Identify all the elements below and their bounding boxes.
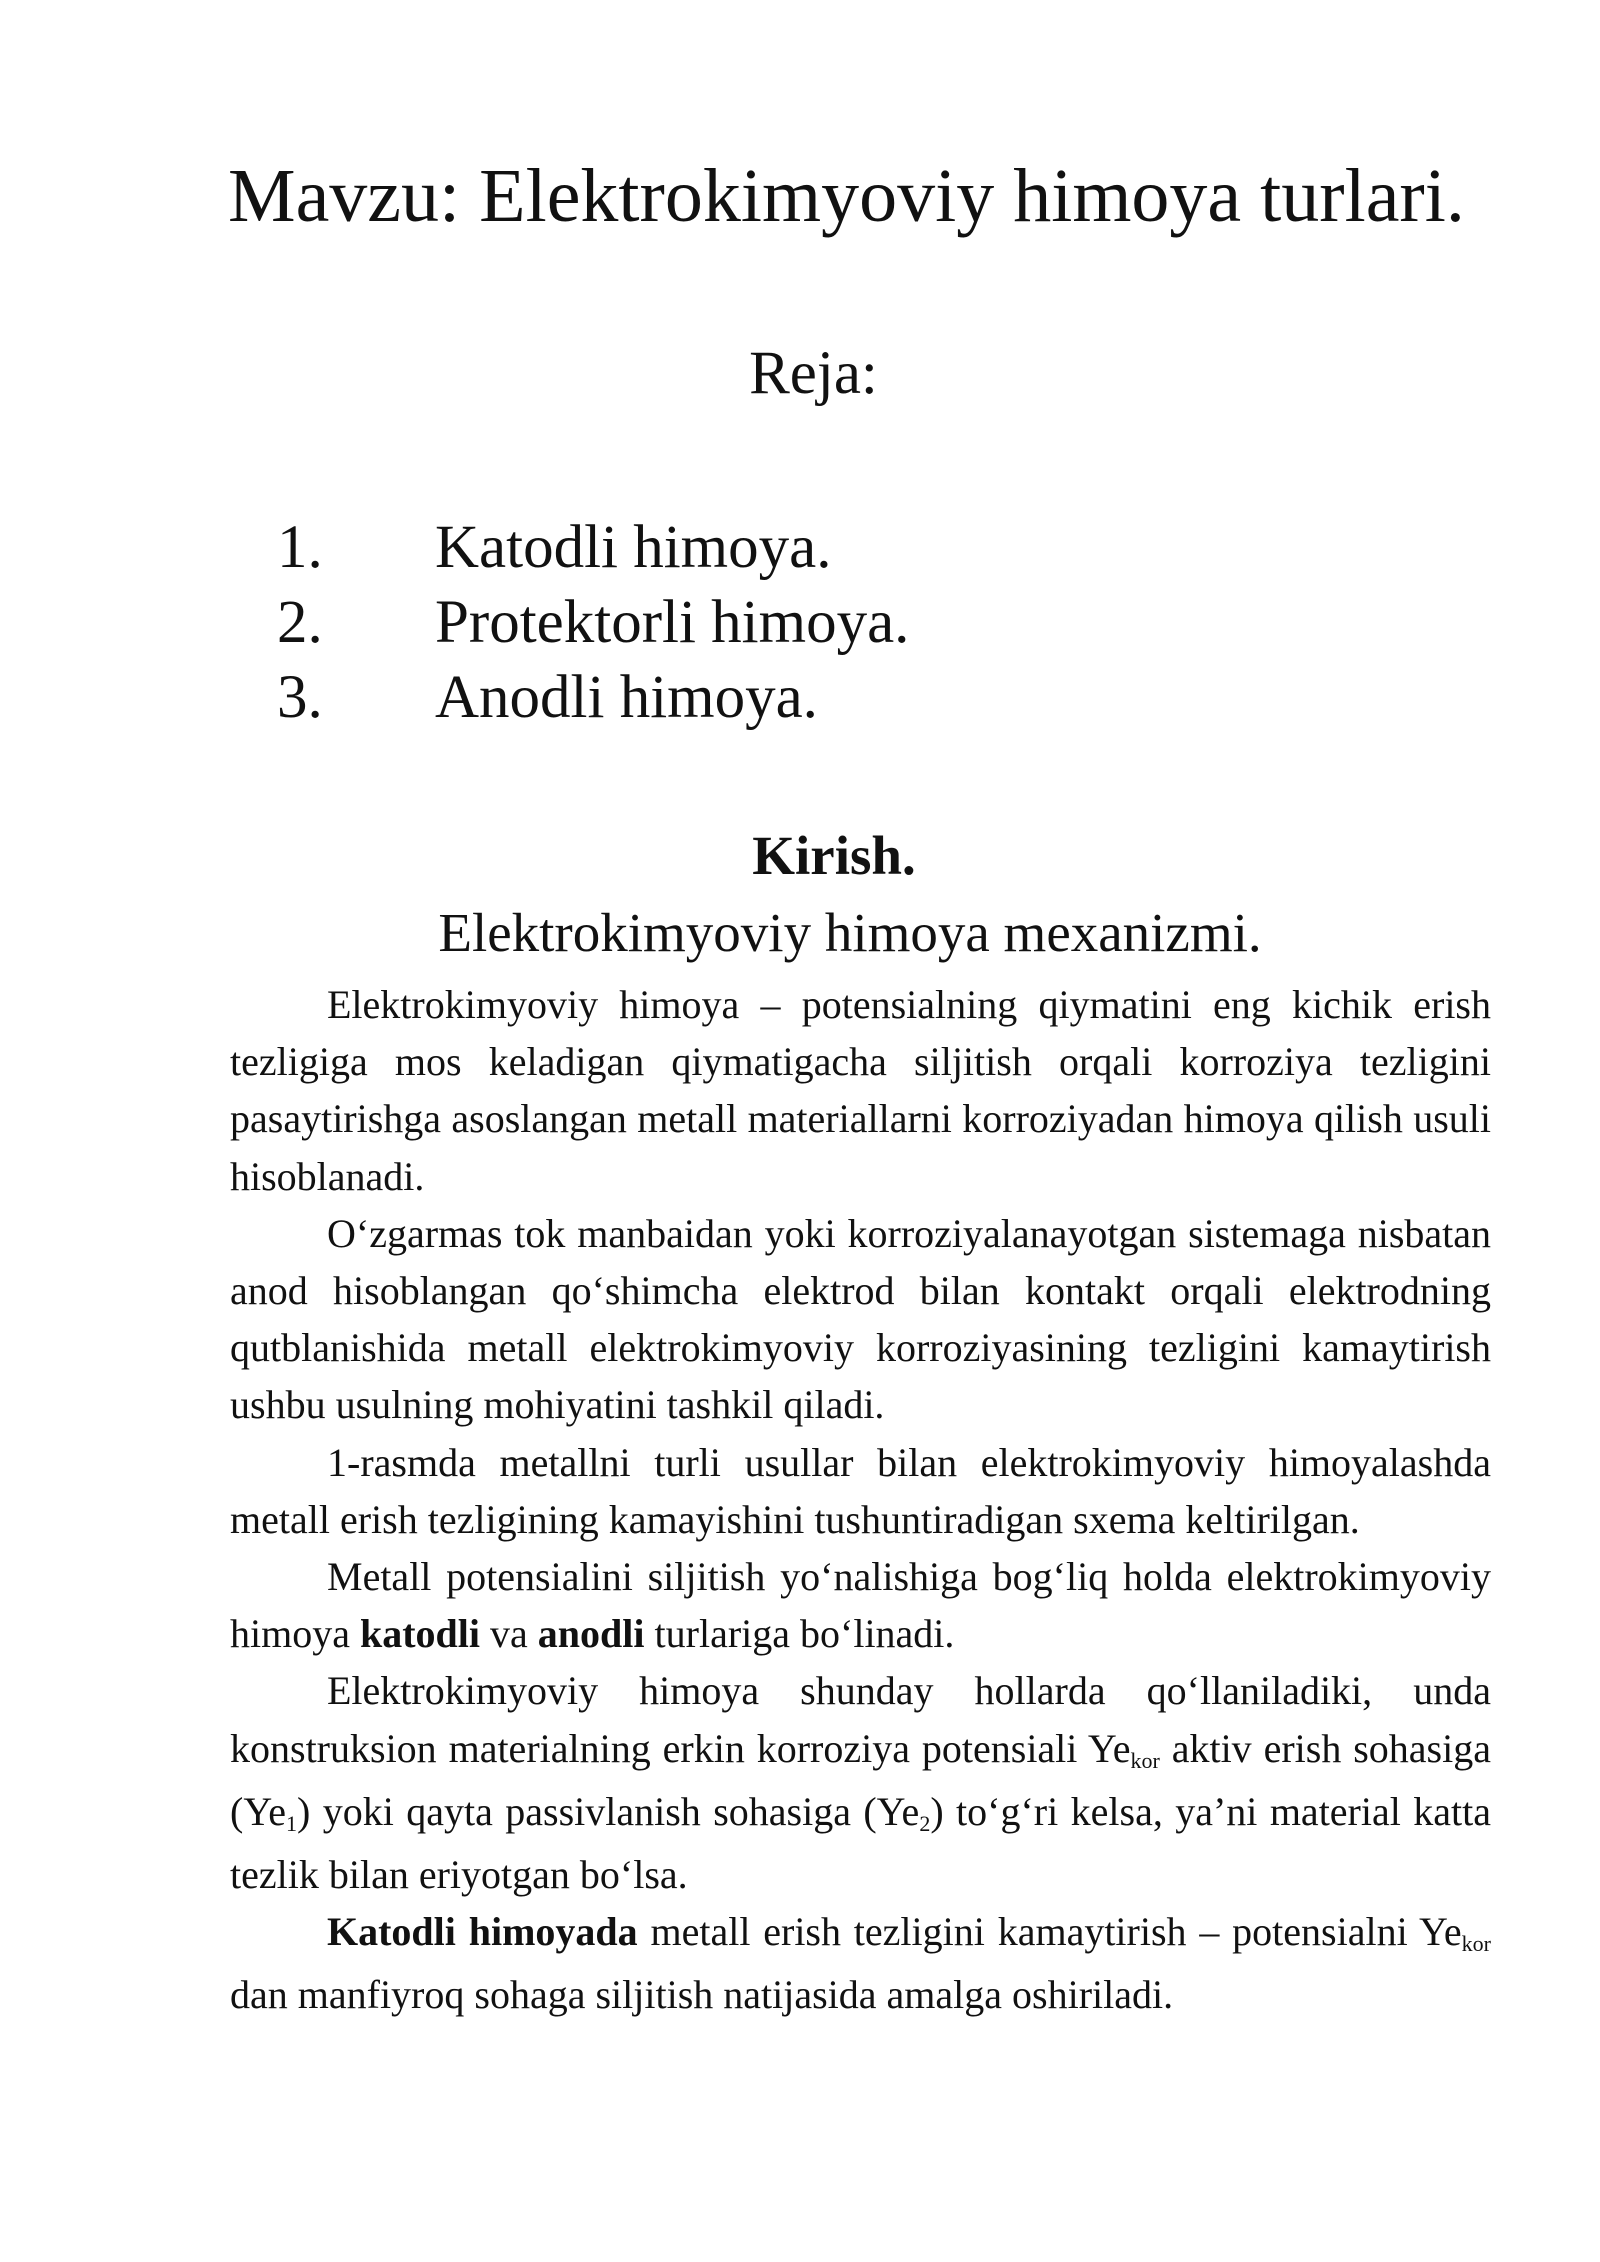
plan-item — [277, 510, 909, 585]
paragraph-essence: O‘zgarmas tok manbaidan yoki korroziyalanayotgan sistemaga nisbatan anod hisoblangan qo‘shimcha elektrod bilan kontakt orqali elektrodning qutblanishida metall elektrokimyoviy korroziyasining tezligini kamaytirish ushbu usulning mohiyatini tashkil qiladi. — [230, 1210, 1491, 1428]
bold-term-cathodic-protection: Katodli himoyada — [327, 1909, 638, 1955]
text-span: metall erish tezligini kamaytirish – potensialni Ye — [637, 1909, 1462, 1955]
plan-heading: Reja: — [749, 340, 878, 407]
paragraph-figure-reference: 1-rasmda metallni turli usullar bilan elektrokimyoviy himoyalashda metall erish tezligining kamayishini tushuntiradigan sxema keltirilgan. — [230, 1439, 1491, 1542]
text-span: dan manfiyroq sohaga siljitish natijasida amalga oshiriladi. — [230, 1972, 1174, 2018]
plan-item — [277, 585, 909, 660]
plan-item-text: Protektorli himoya. — [435, 589, 910, 656]
section-subtitle: Elektrokimyoviy himoya mexanizmi. — [438, 902, 1262, 963]
text-span: Elektrokimyoviy himoya shunday hollarda qo‘llaniladiki, unda konstruksion materialning erkin korroziya potensiali Ye — [230, 1668, 1491, 1771]
text-span: turlariga bo‘linadi. — [644, 1611, 955, 1657]
text-span: va — [480, 1611, 538, 1657]
intro-heading: Kirish. — [752, 825, 916, 886]
paragraph-types — [230, 1548, 1491, 1662]
subscript: kor — [1130, 1747, 1160, 1773]
paragraph-cathodic-protection — [230, 1903, 1491, 2023]
text-span: Metall potensialini siljitish yo‘nalishiga bog‘liq holda elektrokimyoviy himoya — [230, 1554, 1491, 1657]
plan-item-text: Anodli himoya. — [435, 664, 818, 731]
subscript: kor — [1461, 1931, 1491, 1957]
paragraph-definition: Elektrokimyoviy himoya – potensialning qiymatini eng kichik erish tezligiga mos keladigan qiymatigacha siljitish orqali korroziya tezligini pasaytirishga asoslangan metall materiallarni korroziyadan himoya qilish usuli hisoblanadi. — [230, 982, 1491, 1199]
plan-item-number: 1. — [277, 514, 323, 581]
plan-item-number: 2. — [277, 589, 323, 656]
bold-term-cathodic: katodli — [359, 1611, 481, 1657]
plan-item — [277, 660, 909, 735]
plan-list — [277, 510, 909, 735]
text-span: ) yoki qayta passivlanish sohasiga (Ye — [296, 1788, 920, 1834]
plan-item-text: Katodli himoya. — [435, 514, 832, 581]
paragraph-application — [230, 1662, 1491, 1903]
bold-term-anodic: anodli — [537, 1611, 645, 1657]
document-title: Mavzu: Elektrokimyoviy himoya turlari. — [228, 154, 1465, 238]
subscript: 2 — [919, 1810, 931, 1836]
text-span: aktiv erish sohasiga (Ye — [230, 1725, 1491, 1834]
plan-item-number: 3. — [277, 664, 323, 731]
text-span: ) to‘g‘ri kelsa, ya’ni material katta tezlik bilan eriyotgan bo‘lsa. — [230, 1788, 1491, 1898]
body-text — [230, 976, 1491, 2024]
subscript: 1 — [285, 1810, 297, 1836]
